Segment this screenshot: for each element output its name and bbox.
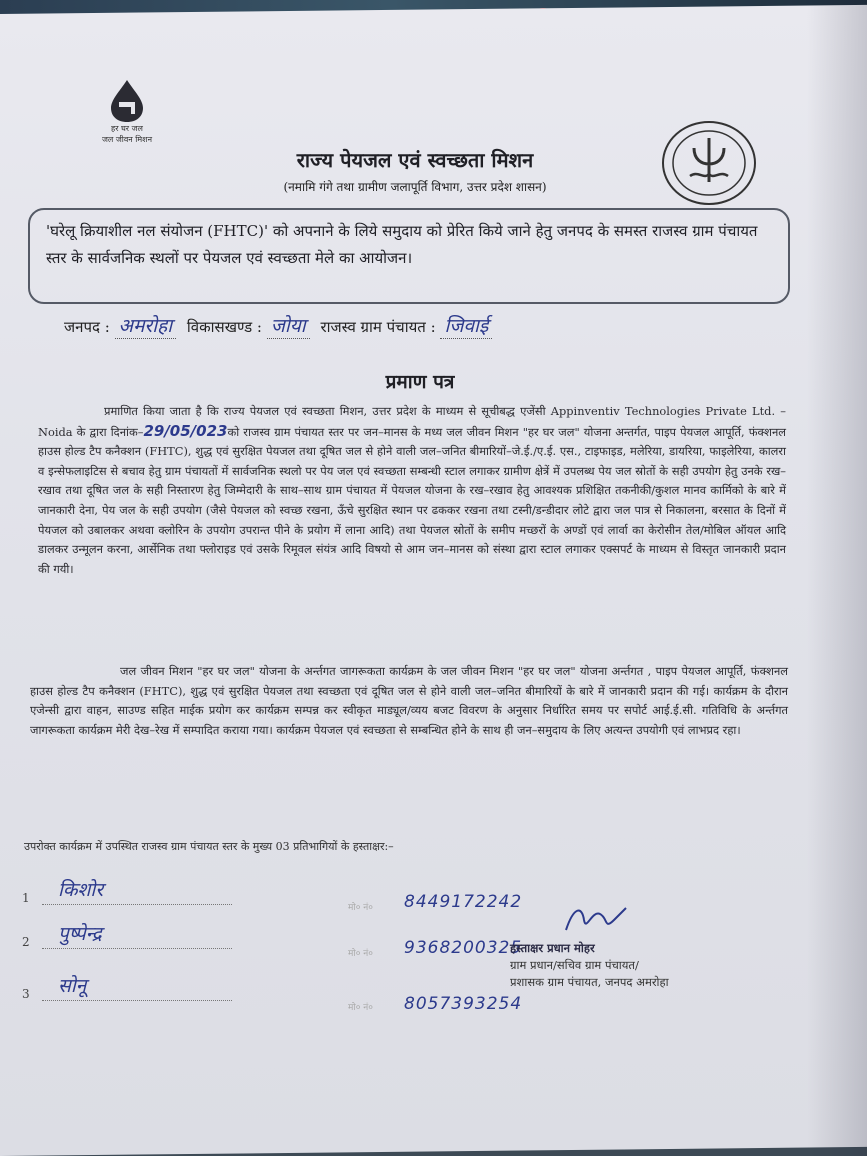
page-title: राज्य पेयजल एवं स्वच्छता मिशन [296, 148, 534, 172]
signature-line [42, 923, 232, 949]
para1-text-after-date: को राजस्व ग्राम पंचायत स्तर पर जन–मानस के मध्य जल जीवन मिशन "हर घर जल" योजना अन्तर्गत, पाइप पेयजल आपूर्ति, फंक्शनल हाउस होल्ड टैप कनैक्शन (FHTC), शुद्ध एवं सुरक्षित पेयजल तथा दूषित जल से होने वाली जल–जनित बीमारियों–जे.ई./ए.ई. एस., टाइफाइड, मलेरिया, डायरिया, फाइलेरिया, कालरा व इन्सेफलाइटिस से बचाव हेतु ग्राम पंचायतों में सार्वजनिक स्थलो पर पेय जल एवं स्वच्छता सम्बन्धी स्टाल लगाकर ग्रामीण क्षेत्रें में उपलब्ध पेय जल स्रोतों के सही उपयोग हेतु उनके रख–रखाव तथा दूषित जल के सही निस्तारण हेतु जिम्मेदारी के साथ–साथ ग्राम पंचायत में पेयजल योजना के रख–रखाव हेतु आवश्यक प्रशिक्षित तकनीकी/कुशल मानव कार्मिको के बारे में जानकारी देना, पेय जल के सही उपयोग (जैसे पेयजल को स्वच्छ रखना, ऊँचे सुरक्षित स्थान पर ढककर रखना तथा टस्नी/डन्डीदार लोटे द्वारा जल पात्र से निकालना, बरसात के दिनों में पेयजल को उबालकर अथवा क्लोरिन के उपयोग उपरान्त पीने के प्रयोग में लाना आदि) तथा पेयजल स्रोतों के समीप मच्छरों के अण्डों एवं लार्वा का केरोसीन तेल/मोबिल ऑयल आदि डालकर उन्मूलन करना, आर्सेनिक तथा फ्लोराइड एवं उसके रिमूवल संयंत्र आदि विषयो से आम जन–मानस को संस्था द्वारा स्टाल लगाकर एक्सपर्ट के माध्यम से विस्तृत जानकारी प्रदान की गयी। [38, 424, 786, 576]
official-signature-icon [560, 900, 630, 940]
certificate-heading: प्रमाण पत्र [385, 371, 455, 393]
certificate-paragraph-2: जल जीवन मिशन "हर घर जल" योजना के अर्न्तगत जागरूकता कार्यक्रम के जल जीवन मिशन "हर घर जल" योजना अर्न्तगत , पाइप पेयजल आपूर्ति, फंक्शनल हाउस होल्ड टैप कनैक्शन (FHTC), शुद्ध एवं सुरक्षित पेयजल तथा स्वच्छता एवं दूषित जल से होने वाली जल–जनित बीमारियों के बारे में जानकारी प्रदान की गई। कार्यक्रम के दौरान एजेन्सी द्वारा वाहन, साउण्ड सहित माईक प्रयोग कर कार्यक्रम सम्पन्न कर स्वीकृत माड्यूल/व्यय बजट विवरण के अनुसार निर्धारित समय पर सपोर्ट आई.ई.सी. गतिविधि के अर्न्तगत जागरूकता कार्यक्रम मेरी देख–रेख में सम्पादित कराया गया। कार्यक्रम पेयजल एवं स्वच्छता से सम्बन्धित होने के साथ ही जन–समुदाय के लिए अत्यन्त उपयोगी एवं लाभप्रद रहा। [30, 664, 788, 737]
water-drop-icon [105, 78, 149, 122]
event-banner-text: 'घरेलू क्रियाशील नल संयोजन (FHTC)' को अपनाने के लिये समुदाय को प्रेरित किये जाने हेतु जनपद के समस्त राजस्व ग्राम पंचायत स्तर के सार्वजनिक स्थलों पर पेयजल एवं स्वच्छता मेले का आयोजन। [46, 222, 758, 267]
participant-signature: सोनू [58, 975, 87, 997]
district-label: जनपद : [64, 318, 110, 336]
phone-label: मो० नं० [348, 1003, 373, 1013]
para1-text-before-date: प्रमाणित किया जाता है कि राज्य पेयजल एवं स्वच्छता मिशन, उत्तर प्रदेश के माध्यम से सूचीबद्ध एजेंसी Appinventiv Technologies Private Ltd. – Noida के द्वारा दिनांक– [38, 404, 786, 439]
participant-signature: पुष्पेन्द्र [58, 923, 102, 945]
logo-caption-line-1: हर घर जल [111, 124, 143, 133]
participant-row [22, 923, 262, 960]
har-ghar-jal-logo [92, 78, 162, 168]
up-government-emblem [660, 120, 758, 206]
signature-line [42, 975, 232, 1001]
event-date: 29/05/023 [143, 421, 228, 440]
block-label: विकासखण्ड : [186, 318, 262, 336]
panchayat-label: राजस्व ग्राम पंचायत : [320, 318, 436, 336]
event-banner [28, 208, 790, 304]
participant-index: 3 [22, 987, 30, 1001]
phone-label: मो० नं० [348, 949, 373, 959]
participant-row [22, 879, 262, 916]
participant-phone: 8449172242 [404, 892, 523, 912]
official-block [510, 940, 740, 991]
participant-index: 1 [22, 891, 30, 905]
official-designation-1: ग्राम प्रधान/सचिव ग्राम पंचायत/ [510, 958, 639, 972]
panchayat-value: जिवाई [440, 312, 492, 339]
participants-note: उपरोक्त कार्यक्रम में उपस्थित राजस्व ग्राम पंचायत स्तर के मुख्य 03 प्रतिभागियों के हस्ताक्षर:– [24, 840, 394, 853]
certificate-paragraph-1 [38, 402, 786, 579]
location-row [64, 312, 824, 344]
district-value: अमरोहा [115, 312, 177, 339]
signature-line [42, 879, 232, 905]
phone-label: मो० नं० [348, 903, 373, 913]
block-value: जोया [267, 312, 310, 339]
logo-caption-line-2: जल जीवन मिशन [101, 135, 153, 144]
official-designation-2: प्रशासक ग्राम पंचायत, जनपद अमरोहा [510, 975, 669, 989]
participant-row [22, 975, 262, 1012]
participant-index: 2 [22, 935, 30, 949]
participant-phone: 9368200325 [404, 938, 523, 958]
participant-phone: 8057393254 [404, 994, 523, 1014]
state-emblem-icon [660, 120, 758, 206]
official-name: हस्ताक्षर प्रधान मोहर [510, 941, 595, 955]
participant-signature: किशोर [58, 879, 104, 901]
page-subtitle: (नमामि गंगे तथा ग्रामीण जलापूर्ति विभाग, उत्तर प्रदेश शासन) [283, 180, 547, 194]
